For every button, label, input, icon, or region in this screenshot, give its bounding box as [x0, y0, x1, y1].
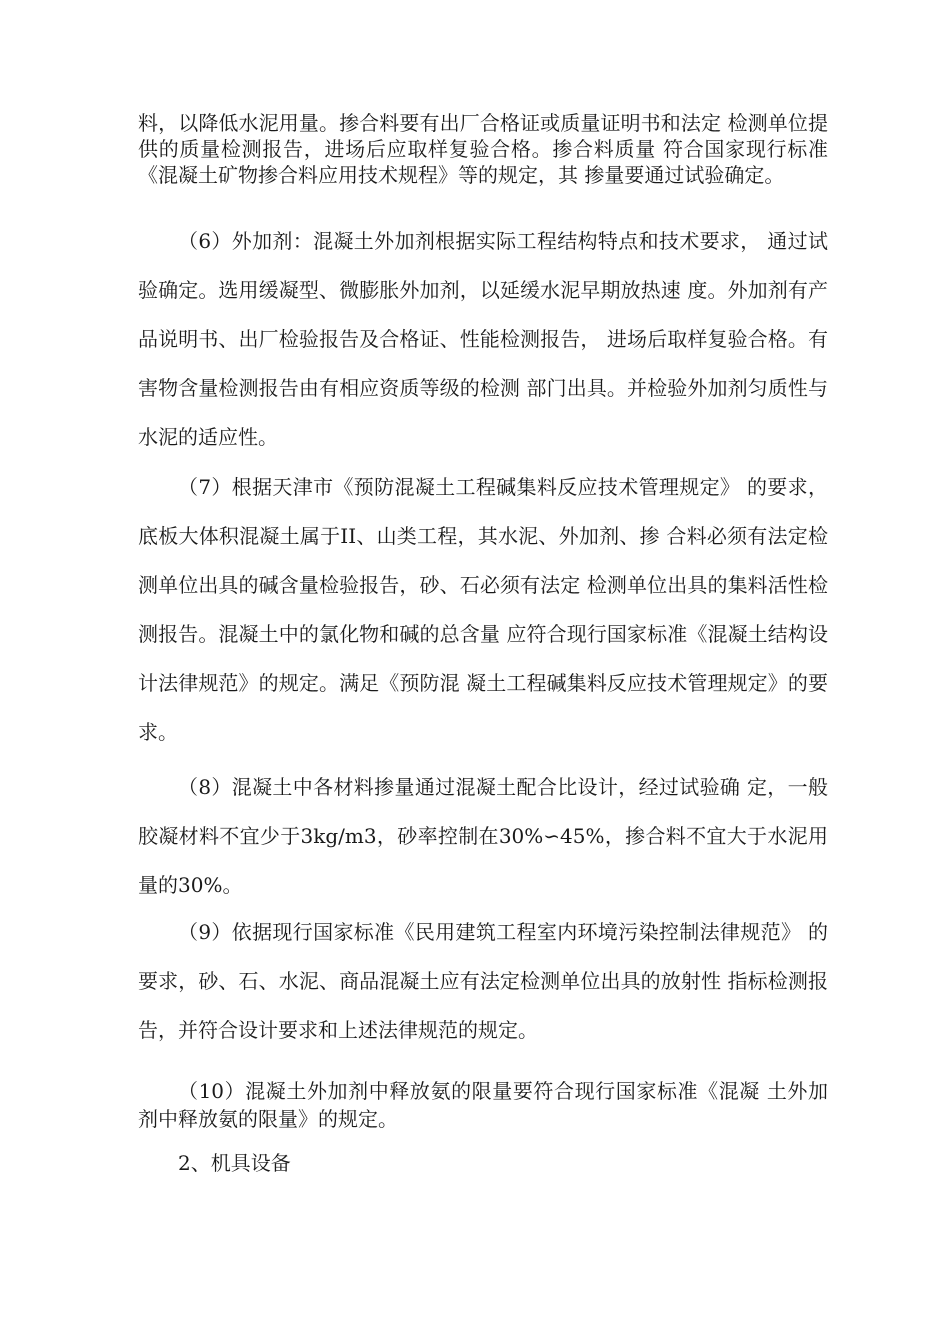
paragraph-admixture-continued: 料，以降低水泥用量。掺合料要有出厂合格证或质量证明书和法定 检测单位提供的质量检测报告，进场后应取样复验合格。掺合料质量 符合国家现行标准《混凝土矿物掺合料应用技术规程》等的规定，其 掺量要通过试验确定。 [138, 111, 828, 187]
paragraph-ammonia-limit: （10）混凝土外加剂中释放氨的限量要符合现行国家标准《混凝 土外加剂中释放氨的限量》的规定。 [138, 1079, 828, 1131]
paragraph-alkali-aggregate: （7）根据天津市《预防混凝土工程碱集料反应技术管理规定》 的要求，底板大体积混凝土属于II、山类工程，其水泥、外加剂、掺 合料必须有法定检测单位出具的碱含量检验报告，砂、石必须有法定 检测单位出具的集料活性检测报告。混凝土中的氯化物和碱的总含量 应符合现行国家标准《混凝土结构设计法律规范》的规定。满足《预防混 凝土工程碱集料反应技术管理规定》的要求。 [138, 475, 828, 744]
paragraph-mix-proportion: （8）混凝土中各材料掺量通过混凝土配合比设计，经过试验确 定，一般胶凝材料不宜少于3kg/m3，砂率控制在30%∽45%，掺合料不宜大于水泥用量的30%。 [138, 775, 828, 897]
paragraph-additive: （6）外加剂：混凝土外加剂根据实际工程结构特点和技术要求， 通过试验确定。选用缓凝型、微膨胀外加剂，以延缓水泥早期放热速 度。外加剂有产品说明书、出厂检验报告及合格证、性能检测报告， 进场后取样复验合格。有害物含量检测报告由有相应资质等级的检测 部门出具。并检验外加剂匀质性与水泥的适应性。 [138, 229, 828, 449]
paragraph-radioactivity: （9）依据现行国家标准《民用建筑工程室内环境污染控制法律规范》 的要求，砂、石、水泥、商品混凝土应有法定检测单位出具的放射性 指标检测报告，并符合设计要求和上述法律规范的规定。 [138, 920, 828, 1042]
section-heading-equipment: 2、机具设备 [178, 1151, 291, 1175]
